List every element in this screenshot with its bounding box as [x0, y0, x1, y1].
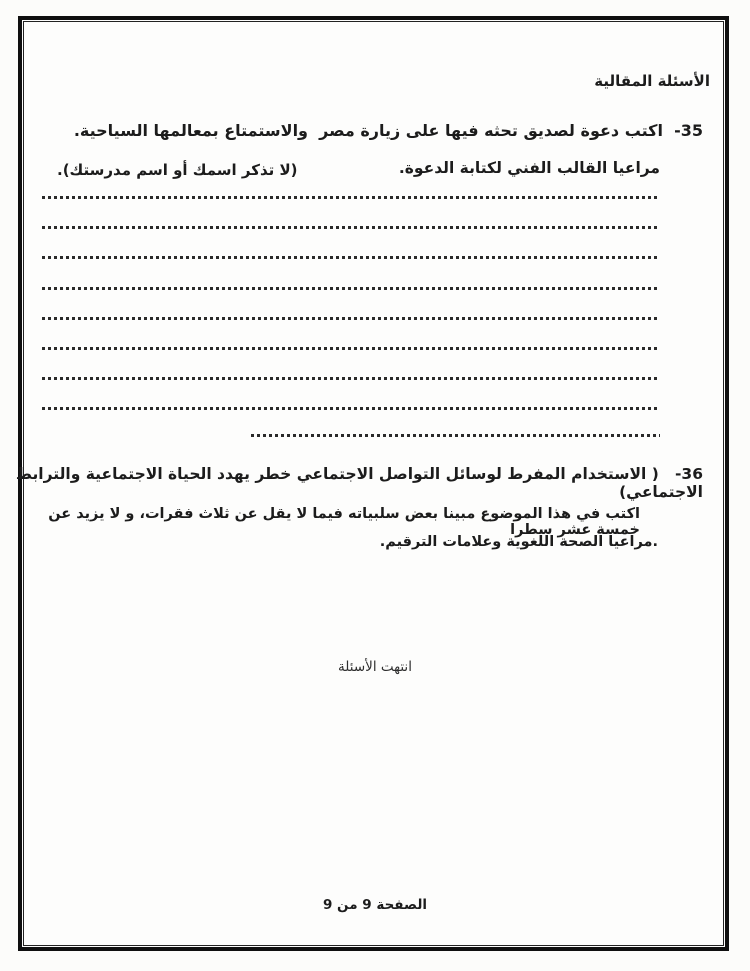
- section-header-essay-questions: الأسئلة المقالية: [594, 72, 710, 90]
- page-number-footer: الصفحة 9 من 9: [322, 897, 428, 913]
- end-of-questions-note: انتهت الأسئلة: [338, 659, 412, 675]
- question-36-instruction-2: .مراعيا الصحة اللغوية وعلامات الترقيم.: [379, 534, 658, 550]
- answer-line-8: [42, 407, 660, 410]
- question-35-note-format: مراعيا القالب الفني لكتابة الدعوة.: [398, 159, 660, 177]
- answer-line-2: [42, 226, 660, 229]
- answer-line-1: [42, 196, 660, 199]
- question-35-notes-row: [0, 159, 750, 185]
- answer-line-5: [42, 317, 660, 320]
- question-36-title: 36- ( الاستخدام المفرط لوسائل التواصل الاجتماعي خطر يهدد الحياة الاجتماعية والترابط الاجتماعي): [10, 465, 703, 501]
- answer-line-3: [42, 256, 660, 259]
- question-35-title: 35- اكتب دعوة لصديق تحثه فيها على زيارة مصر والاستمتاع بمعالمها السياحية.: [73, 121, 703, 140]
- answer-line-4: [42, 287, 660, 290]
- answer-line-9-short: [251, 434, 660, 437]
- question-36-instruction: اكتب في هذا الموضوع مبينا بعض سلبياته فيما لا يقل عن ثلاث فقرات، و لا يزيد عن خمسة عشر سطرا: [43, 506, 640, 538]
- answer-line-7: [42, 377, 660, 380]
- question-35-note-anonymity: (لا تذكر اسمك أو اسم مدرستك).: [57, 161, 298, 179]
- answer-line-6: [42, 347, 660, 350]
